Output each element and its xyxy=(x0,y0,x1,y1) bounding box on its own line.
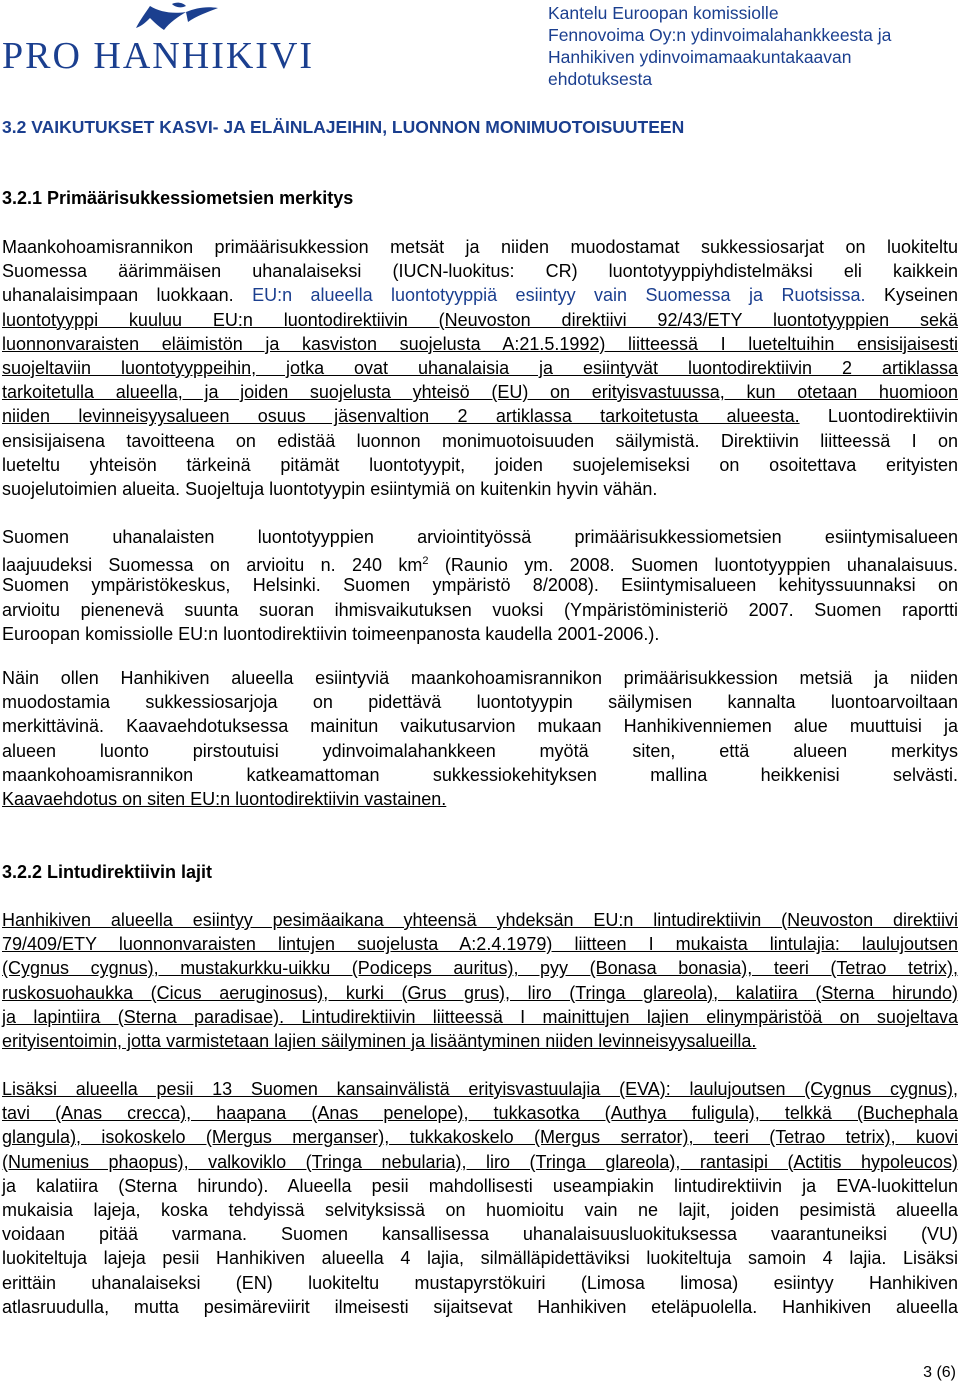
paragraph xyxy=(2,525,958,646)
paragraph xyxy=(2,235,958,501)
text-line: Kaavaehdotus on siten EU:n luontodirektiivin vastainen. xyxy=(2,788,447,809)
text-line xyxy=(2,549,958,576)
pro-hanhikivi-logo xyxy=(0,0,315,80)
header-line: Kantelu Euroopan komissiolle xyxy=(548,3,779,23)
text-line: suojeltaviin luontotyyppeihin, jotka ovat uhanalaisia ja esiintyvät luontodirektiivin 2 artiklassa xyxy=(2,357,958,378)
text-line: Suomen uhanalaisten luontotyyppien arviointityössä primäärisukkessiometsien esiintymisalueen xyxy=(2,527,958,547)
section-heading: 3.2 VAIKUTUKSET KASVI- JA ELÄINLAJEIHIN, LUONNON MONIMUOTOISUUTEEN xyxy=(2,117,685,137)
text-line: lueteltu yhteisön tärkeinä pitämät luontotyypit, joiden suojelemiseksi on osoitettava erityisten xyxy=(2,454,958,475)
highlight-text: EU:n alueella luontotyyppiä esiintyy vain Suomessa ja Ruotsissa. xyxy=(252,285,866,306)
paragraph xyxy=(2,1077,958,1319)
text-line: glangula), isokoskelo (Mergus merganser), tukkakoskelo (Mergus serrator), teeri (Tetrao tetrix), kuovi xyxy=(2,1127,958,1148)
header-line: Fennovoima Oy:n ydinvoimalahankkeesta ja xyxy=(548,25,892,45)
text-segment: uhanalaisimpaan luokkaan. xyxy=(2,285,253,306)
text-segment: laajuudeksi Suomessa on arvioitu n. 240 km xyxy=(2,555,423,576)
text-line: Lisäksi alueella pesii 13 Suomen kansainvälistä erityisvastuulajia (EVA): laulujoutsen (Cygnus cygnus), xyxy=(2,1079,958,1099)
text-line: merkittävinä. Kaavaehdotuksessa mainitun vaikutusarvion mukaan Hanhikivenniemen alue muuttuisi ja xyxy=(2,716,958,737)
text-segment: Kyseinen xyxy=(865,285,958,306)
text-line: erittäin uhanalaiseksi (EN) luokiteltu mustapyrstökuiri (Limosa limosa) esiintyy Hanhikiven xyxy=(2,1272,958,1293)
text-line: alueen luonto pirstoutuisi ydinvoimalahankkeen myötä siten, että alueen merkitys xyxy=(2,740,958,761)
text-line: ja lapintiira (Sterna paradisae). Lintudirektiivin liitteessä I mainittujen lajien elinympäristöä on suojeltava xyxy=(2,1006,958,1027)
superscript: 2 xyxy=(422,555,429,568)
text-line: luonnonvaraisten eläimistön ja kasviston suojelusta A:21.5.1992) liitteessä I lueteltuihin ensisijaisesti xyxy=(2,333,958,354)
text-line: tavi (Anas crecca), haapana (Anas penelope), tukkasotka (Authya fuligula), telkkä (Buchephala xyxy=(2,1103,958,1124)
text-line: mukaisia lajeja, koska tehdyissä selvityksissä on huomioitu vain ne lajit, joiden pesimistä alueella xyxy=(2,1199,958,1220)
text-line: suojelutoimien alueita. Suojeltuja luontotyypin esiintymiä on kuitenkin hyvin vähän. xyxy=(2,478,658,499)
paragraph xyxy=(2,908,958,1053)
text-line: atlasruudulla, mutta pesimäreviirit ilmeisesti sijaitsevat Hanhikiven eteläpuolella. Hanhikiven alueella xyxy=(2,1296,958,1317)
text-line: luontotyyppi kuuluu EU:n luontodirektiivin (Neuvoston direktiivi 92/43/ETY luontotyyppien sekä xyxy=(2,309,958,330)
text-line: arvioitu pienenevä suunta suoran ihmisvaikutuksen vuoksi (Ympäristöministeriö 2007. Suomen raportti xyxy=(2,599,958,620)
text-line: Euroopan komissiolle EU:n luontodirektiivin toimeenpanosta kaudella 2001-2006.). xyxy=(2,623,660,644)
text-line: Suomen ympäristökeskus, Helsinki. Suomen ympäristö 8/2008). Esiintymisalueen kehityssuunnaksi on xyxy=(2,575,958,596)
subsection-heading-3-2-2: 3.2.2 Lintudirektiivin lajit xyxy=(2,862,213,882)
subsection-heading-3-2-1: 3.2.1 Primäärisukkessiometsien merkitys xyxy=(2,188,354,208)
text-segment: Luontodirektiivin xyxy=(799,406,958,427)
text-line xyxy=(2,404,958,428)
text-line: Hanhikiven alueella esiintyy pesimäaikana yhteensä yhdeksän EU:n lintudirektiivin (Neuvoston direktiivi xyxy=(2,910,958,930)
logo-text: PRO HANHIKIVI xyxy=(2,35,315,77)
text-line: ja kalatiira (Sterna hirundo). Alueella pesii mahdollisesti useampiakin lintudirektiivin ja EVA-luokittelun xyxy=(2,1175,958,1196)
paragraph xyxy=(2,666,958,811)
text-line: muodostamia sukkessiosarjoja on pidettävä luontotyypin säilymisen kannalta luontoarvoiltaan xyxy=(2,692,958,713)
text-line: voidaan pitää varmana. Suomen kansallisessa uhanalaisuusluokituksessa vaarantuneiksi (VU) xyxy=(2,1224,958,1245)
text-line: tarkoitetulla alueella, ja joiden suojelusta yhteisö (EU) on erityisvastuussa, kun otetaan huomioon xyxy=(2,382,958,403)
text-line: luokiteltuja lajeja pesii Hanhikiven alueella 4 lajia, silmälläpidettäviksi luokiteltuja samoin 4 lajia. Lisäksi xyxy=(2,1248,958,1269)
underlined-text: niiden levinneisyysalueen osuus jäsenvaltion 2 artiklassa tarkoitetusta alueesta. xyxy=(2,406,800,427)
text-line: Näin ollen Hanhikiven alueella esiintyviä maankohoamisrannikon primäärisukkession metsiä ja niiden xyxy=(2,668,958,688)
header-line: Hanhikiven ydinvoimamaakuntakaavan xyxy=(548,47,852,67)
page-number: 3 (6) xyxy=(923,1364,956,1381)
text-line: ruskosuohaukka (Cicus aeruginosus), kurki (Grus grus), liro (Tringa glareola), kalatiira (Sterna hirundo) xyxy=(2,982,958,1003)
text-line: erityisentoimin, jotta varmistetaan lajien säilyminen ja lisääntyminen niiden levinneisyysalueilla. xyxy=(2,1030,757,1051)
document-header xyxy=(548,2,958,90)
text-line: Suomessa äärimmäisen uhanalaiseksi (IUCN-luokitus: CR) luontotyyppiyhdistelmäksi eli kaikkein xyxy=(2,261,958,282)
text-line: (Cygnus cygnus), mustakurkku-uikku (Podiceps auritus), pyy (Bonasa bonasia), teeri (Tetrao tetrix), xyxy=(2,958,958,979)
text-line: Maankohoamisrannikon primäärisukkession metsät ja niiden muodostamat sukkessiosarjat on luokiteltu xyxy=(2,237,958,257)
header-line: ehdotuksesta xyxy=(548,69,653,89)
text-line: (Numenius phaopus), valkoviklo (Tringa nebularia), liro (Tringa glareola), rantasipi (Actitis hypoleucos) xyxy=(2,1151,958,1172)
text-line xyxy=(2,283,958,307)
text-line: ensisijaisena tavoitteena on edistää luonnon monimuotoisuuden säilymistä. Direktiivin liitteessä I on xyxy=(2,430,958,451)
text-segment: (Raunio ym. 2008. Suomen luontotyyppien uhanalaisuus. xyxy=(428,555,958,576)
text-line: 79/409/ETY luonnonvaraisten lintujen suojelusta A:2.4.1979) liitteen I mukaista lintulajia: laulujoutsen xyxy=(2,934,958,955)
text-line: maankohoamisrannikon katkeamattoman sukkessiokehityksen mallina heikkenisi selvästi. xyxy=(2,764,958,785)
